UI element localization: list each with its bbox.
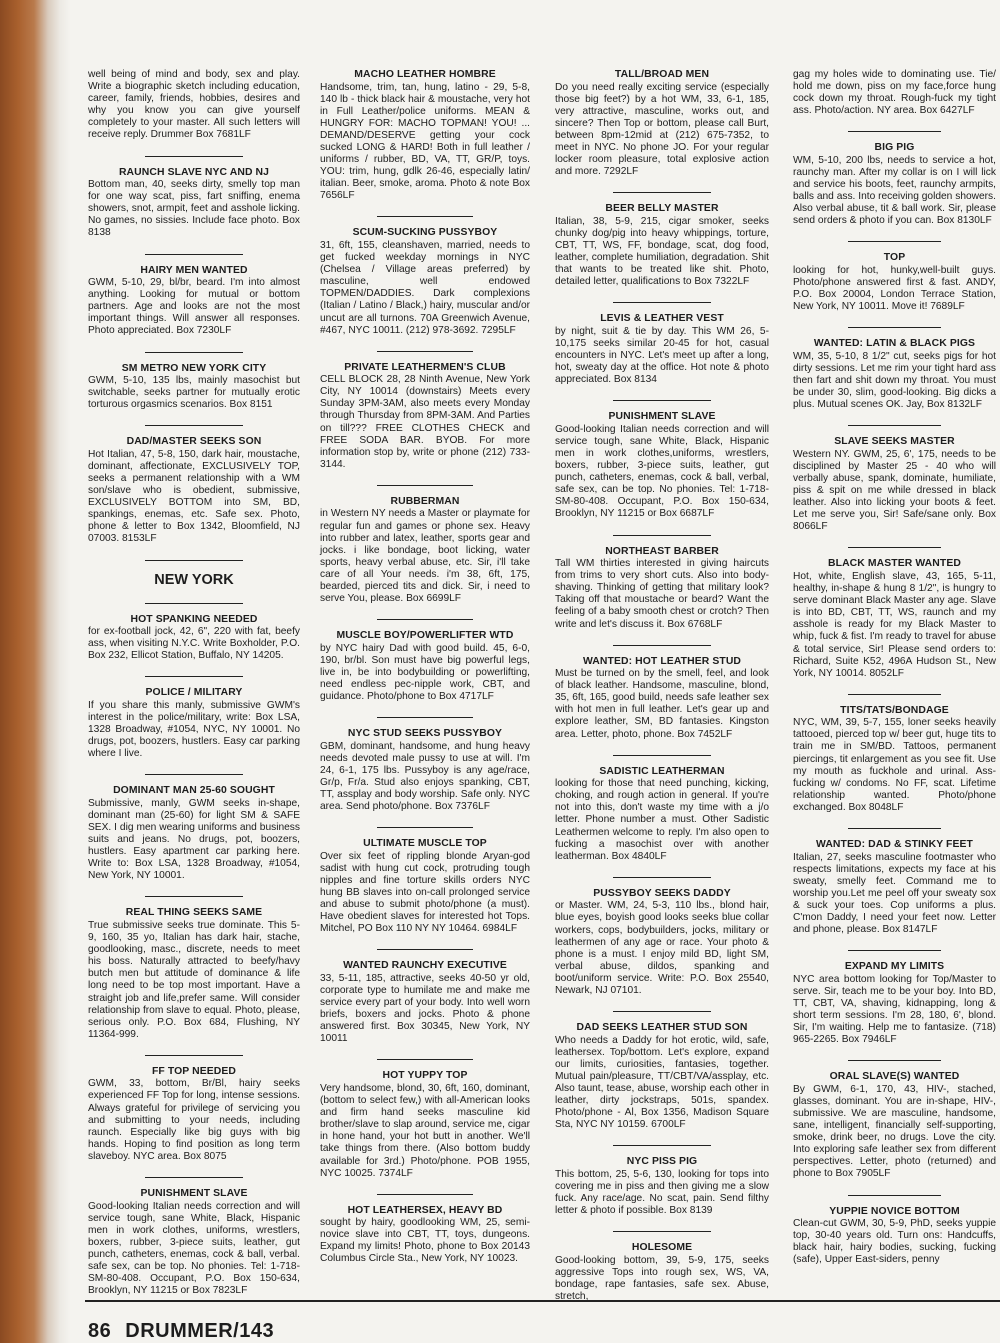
classified-ad — [88, 614, 300, 663]
ad-heading: WANTED: LATIN & BLACK PIGS — [813, 338, 976, 350]
ad-heading: SCUM-SUCKING PUSSYBOY — [352, 227, 498, 239]
ad-heading: HAIRY MEN WANTED — [140, 264, 248, 276]
ad-body: This bottom, 25, 5-6, 130, looking for tops into covering me in piss and then giving me a slow fuck. Any race/age. No scat, pain. Send filthy letter & photo if possible. Box 8139 — [555, 1168, 769, 1217]
ad-body: Bottom man, 40, seeks dirty, smelly top man for one way scat, piss, fart sniffing, enema showers, snot, armpit, feet and asshole licking. No games, no sissies. Include face photo. Box 8138 — [88, 179, 300, 239]
ad-divider — [377, 216, 474, 217]
ad-divider — [848, 547, 941, 548]
classified-ad — [555, 203, 769, 288]
ad-divider — [145, 774, 243, 775]
ad-divider — [613, 755, 711, 756]
ad-body: GWM, 5-10, 29, bl/br, beard. I'm into almost anything. Looking for mutual or bottom partners. Age and looks are not the most important things. Will answer all responses. Photo appreciated. Box 7230LF — [88, 277, 300, 337]
ad-heading: TOP — [883, 252, 906, 264]
ad-heading: MACHO LEATHER HOMBRE — [354, 69, 496, 80]
ad-divider — [848, 327, 941, 328]
classified-ad — [88, 687, 300, 760]
classified-ad — [555, 411, 769, 520]
ad-divider — [145, 560, 243, 561]
ad-divider — [613, 192, 711, 193]
ad-divider — [613, 400, 711, 401]
ad-heading: HOT YUPPY TOP — [382, 1070, 468, 1082]
ad-divider — [145, 352, 243, 353]
ad-body: NYC area bottom looking for Top/Master to serve. Sir, teach me to be your boy. Into BD, TT, CBT, VA, shaving, kidnapping, long & short term sessions. I'm 28, 180, 6', blond. Sir, I'm waiting. Help me to fantasize. (718) 965-2265. Box 7946LF — [793, 973, 996, 1046]
ad-body: 31, 6ft, 155, cleanshaven, married, needs to get fucked weekday mornings in NYC (Chelsea / Village areas preferred) by masculine, well endowed TOPMEN/DADDIES. Dark complexions (Italian / Latino / Black,) hairy, muscular and/or uncut are all turnons. 70A Greenwich Avenue, #467, NYC 10011. (212) 978-3692. 7295LF — [320, 239, 530, 336]
ad-divider — [848, 694, 941, 695]
ad-heading: WANTED: DAD & STINKY FEET — [815, 839, 973, 851]
page-binding-edge — [0, 0, 70, 1343]
ad-body: looking for hot, hunky,well-built guys. Photo/phone answered first & fast. ANDY, P.O. Box 20004, London Terrace Station, New York, NY 10011. Move it! 7689LF — [793, 264, 996, 313]
ad-heading: NORTHEAST BARBER — [605, 545, 719, 557]
ad-body: GWM, 5-10, 135 lbs, mainly masochist but switchable, seeks partner for mutually erotic torturous orgasmics scenarios. Box 8151 — [88, 375, 300, 411]
classified-ad — [88, 265, 300, 338]
classified-ad — [793, 839, 996, 936]
classified-ad — [88, 167, 300, 240]
ad-heading: TITS/TATS/BONDAGE — [840, 704, 949, 716]
ad-body: CELL BLOCK 28, 28 Ninth Avenue, New York City, NY 10014 (downstairs) Meets every Sunday 3PM-3AM, also meets every Monday through Thursday from 8PM-3AM. And Parties on till??? FREE CLOTHES CHECK and FREE SODA BAR. BYOB. For more information stop by, write or phone (212) 733-3144. — [320, 374, 530, 470]
ad-heading: ORAL SLAVE(S) WANTED — [829, 1071, 960, 1083]
ad-divider — [145, 425, 243, 426]
ad-body: WM, 35, 5-10, 8 1/2" cut, seeks pigs for hot dirty sessions. Let me rim your tight hard ass then fart and shit down my throat. You must be under 30, slim, good-looking. Big dicks a plus. Mutual scenes OK. Jay, Box 8132LF — [793, 350, 996, 411]
ad-heading: FF TOP NEEDED — [151, 1065, 237, 1077]
classified-ad — [88, 69, 300, 142]
ad-body: or Master. WM, 24, 5-3, 110 lbs., blond hair, blue eyes, boyish good looks seeks blue collar workers, cops, bodybuilders, jocks, military or leathermen of any age or race. Your photo & phone is a must. I enjoy mild BD, light SM, verbal abuse, dildos, spanking and boot/uniform service. Write: P.O. Box 25540, Newark, NJ 07101. — [555, 900, 769, 996]
classified-ad — [88, 785, 300, 882]
ad-body: Do you need really exciting service (especially those big feet?) by a hot WM, 33, 6-1, 185, very attractive, masculine, works out, and sincere? Then Top or bottom, please call Burt, between 8pm-12mid at (212) 675-7352, to meet in NYC. No phone JO. For your regular locker room pleasure, total explosive action and more. 7292LF — [555, 81, 769, 178]
ad-body: Submissive, manly, GWM seeks in-shape, dominant man (25-60) for light SM & SAFE SEX. I dig men wearing uniforms and business suits and jeans. No drugs, pot, boozers, hustlers. Easy apartment car parking here. Write to: Box LSA, 1328 Broadway, #1054, New York, NY 10001. — [88, 797, 300, 882]
column-3 — [555, 69, 769, 1303]
ad-divider — [613, 1145, 711, 1146]
ad-body: in Western NY needs a Master or playmate for regular fun and games or phone sex. Heavy into rubber and latex, leather, sports gear and jocks. i like bondage, boot licking, water sports, heavy verbal abuse, etc. Sir, i'll take care of all Your needs. i'm 38, 6ft, 175, bearded, pierced tits and dick. Sir, i need to serve You, please. Box 6699LF — [320, 508, 530, 605]
ad-body: Hot, white, English slave, 43, 165, 5-11, healthy, in-shape & hung 8 1/2", is hungry to serve dominant Black Master any age. Slave is into BD, CBT, TT, WS, raunch and my asshole is ready for my Black Master to whip, fuck & fist. I'm ready to travel for abuse & total service, Sir! Please send orders to: Richard, Suite K52, 496A Hudson St., New York, NY 10014. 8052LF — [793, 570, 996, 679]
ad-divider — [145, 896, 243, 897]
column-1 — [88, 69, 300, 1297]
ad-heading: SM METRO NEW YORK CITY — [121, 362, 267, 374]
classified-ad — [555, 1242, 769, 1303]
classified-ad — [793, 338, 996, 411]
ad-divider — [377, 351, 474, 352]
classified-ad — [88, 363, 300, 412]
ad-body: Must be turned on by the smell, feel, and look of black leather. Handsome, masculine, blond, 35, 6ft, 165, good build, needs safe leather sex with hot men in full leather. Let's gear up and explore leather, SM, BD fantasies. Kingston area. Letter, photo, phone. Box 7452LF — [555, 668, 769, 740]
ad-heading: NYC STUD SEEKS PUSSYBOY — [347, 728, 503, 740]
ad-heading: PUSSYBOY SEEKS DADDY — [593, 887, 731, 899]
ad-heading: LEVIS & LEATHER VEST — [600, 313, 724, 325]
ad-heading: EXPAND MY LIMITS — [844, 961, 945, 973]
ad-divider — [377, 827, 474, 828]
classified-ad — [793, 705, 996, 814]
ad-body: Hot Italian, 47, 5-8, 150, dark hair, moustache, dominant, affectionate, EXCLUSIVELY TOP, seeks a permanent relationship with a WM son/slave who is obedient, submissive, EXCLUSIVELY BOTTOM into SM, BD, spankings, enemas, etc. Safe sex. Photo, phone & letter to Box 1342, Bloomfield, NJ 07003. 8153LF — [88, 448, 300, 545]
classified-ad — [320, 496, 530, 605]
ad-heading: DOMINANT MAN 25-60 SOUGHT — [113, 785, 275, 797]
ad-body: GWM, 33, bottom, Br/Bl, hairy seeks experienced FF Top for long, intense sessions. Always grateful for privilege of servicing you and submitting to your needs, including raunch. Especially like big guys with big hands. Hoping to find position as long term slaveboy. NYC area. Box 8075 — [88, 1078, 300, 1162]
classified-ad — [88, 436, 300, 545]
ad-heading: HOT LEATHERSEX, HEAVY BD — [347, 1204, 503, 1216]
ad-divider — [848, 241, 941, 242]
classified-ad — [555, 1156, 769, 1217]
classified-ad — [320, 838, 530, 935]
ad-body: Very handsome, blond, 30, 6ft, 160, dominant, (bottom to select few,) with all-American looks and firm hand seeks masculine kid brother/slave to slap around, service me, cigar in hone hand, your hot butt in another. We'll take things from there. (Also bottom buddy available for 3rd.) Photo/phone. POB 1955, NYC 10025. 7374LF — [320, 1082, 530, 1179]
classified-ad — [793, 69, 996, 117]
classified-ad — [320, 1070, 530, 1179]
ad-heading: BEER BELLY MASTER — [605, 203, 719, 215]
classified-ad — [555, 1022, 769, 1131]
footer-rule — [85, 1300, 1000, 1302]
ad-divider — [145, 1055, 243, 1056]
ad-heading: REAL THING SEEKS SAME — [125, 907, 263, 919]
ad-body: True submissive seeks true dominate. This 5-9, 160, 35 yo, Italian has dark hair, stache, goodlooking, masc., discrete, needs to meet his boss. Naturally attracted to beefy/havy butch men but attitude of dominance & life long need to be top most important. Have a straight job and life,prefer same. Will consider relationship from slave to equal. Photo, please, serious only. P.O. Box 684, Flushing, NY 11364-999. — [88, 919, 300, 1040]
ad-heading: DAD SEEKS LEATHER STUD SON — [576, 1022, 748, 1034]
ad-heading: SADISTIC LEATHERMAN — [599, 765, 725, 777]
ad-divider — [848, 828, 941, 829]
ad-body: sought by hairy, goodlooking WM, 25, semi-novice slave into CBT, TT, toys, dungeons. Expand my limits! Photo, phone to Box 20143 Columbus Circle Sta., New York, NY 10023. — [320, 1217, 530, 1265]
ad-heading: HOT SPANKING NEEDED — [130, 613, 258, 625]
ad-body: 33, 5-11, 185, attractive, seeks 40-50 yr old, corporate type to humilate me and make me service every part of your body. Into well worn briefs, boxers and jocks. Photo & phone answered first. Box 30345, New York, NY 10011 — [320, 972, 530, 1045]
ad-divider — [377, 619, 474, 620]
ad-divider — [613, 535, 711, 536]
ad-body: Italian, 27, seeks masculine footmaster who respects limitations, expects my face at his sweaty, smelly feet. Command me to worship you.Let me peel off your sweaty sox & suck your toes. Cop uniforms a plus. C'mon Daddy, I need your feet now. Letter and phone, please. Box 8147LF — [793, 851, 996, 936]
classified-ad — [555, 313, 769, 386]
ad-body: Italian, 38, 5-9, 215, cigar smoker, seeks chunky dog/pig into heavy whippings, torture, CBT, TT, WS, FF, bondage, scat, dog food, leather, complete humiliation, degradation. Shit that wants to be treated like shit. Photo, detailed letter, qualifications to Box 7322LF — [555, 215, 769, 288]
ad-divider — [613, 645, 711, 646]
ad-divider — [613, 1231, 711, 1232]
classified-ad — [320, 69, 530, 202]
ad-body: GBM, dominant, handsome, and hung heavy needs devoted male pussy to use at will. I'm 24, 6-1, 175 lbs. Pussyboy is any age/race, Gr/p, Fr/a. Stud also enjoys spanking, CBT, TT, assplay and body worship. Safe only. NYC area. Send photo/phone. Box 7376LF — [320, 740, 530, 813]
ad-body: Over six feet of rippling blonde Aryan-god sadist with hung cut cock, protruding tough nipples and fine torture skills orders NYC hung BB slaves into on-call prolonged service and abuse to submit photo/phone (a must). Have obedient slaves for interested hot Tops. Mitchel, PO Box 110 NY NY 10464. 6984LF — [320, 850, 530, 935]
page-number: 86 — [88, 1320, 112, 1342]
classified-ad — [793, 558, 996, 679]
ad-heading: RUBBERMAN — [390, 495, 460, 507]
column-2 — [320, 69, 530, 1266]
classified-ad — [320, 728, 530, 813]
ad-divider — [848, 950, 941, 951]
classified-ad — [88, 1066, 300, 1163]
ad-body: Western NY. GWM, 25, 6', 175, needs to be disciplined by Master 25 - 40 who will verbally abuse, spank, dominate, humiliate, piss & spit on me while dressed in black leather. Also into licking your boots & feet. Let me serve you, Sir! Safe/sane only. Box 8066LF — [793, 448, 996, 533]
ad-divider — [848, 1195, 941, 1196]
ad-body: If you share this manly, submissive GWM's interest in the police/military, write: Box LSA, 1328 Broadway, #1054, NYC, NY 10001. No drugs, pot, boozers, hustlers. Easy car parking where I live. — [88, 699, 300, 760]
classified-ad — [320, 227, 530, 336]
ad-heading: RAUNCH SLAVE NYC AND NJ — [118, 166, 270, 178]
classified-ad — [555, 766, 769, 863]
classified-ad — [555, 69, 769, 178]
ad-heading: NYC PISS PIG — [626, 1156, 698, 1168]
ad-body: looking for those that need punching, kicking, choking, and rough action in general. If you're not into this, don't waste my time with a j/o letter. Phone number a must. Other Sadistic Leathermen welcome to reply. I'm also open to fucking a masochist over with another leatherman. Box 4840LF — [555, 778, 769, 862]
ad-divider — [145, 603, 243, 604]
classified-ad — [793, 436, 996, 533]
ad-heading: DAD/MASTER SEEKS SON — [126, 436, 262, 448]
ad-body: for ex-football jock, 42, 6", 220 with fat, beefy ass, when visiting N.Y.C. Write Boxholder, P.O. Box 232, Ellicot Station, Buffalo, NY 14205. — [88, 626, 300, 662]
classified-ad — [88, 1188, 300, 1297]
ad-heading: MUSCLE BOY/POWERLIFTER WTD — [336, 630, 514, 642]
ad-body: NYC, WM, 39, 5-7, 155, loner seeks heavily tattooed, pierced top w/ beer gut, huge tits to train me in SM/BD. Tattoos, permanent piercings, tit enlargement as you see fit. Use my mouth as fuckhole and urinal. Ass-fucking w/ condoms. No FF, scat. Lifetime relationship wanted. Photo/phone exchanged. Box 8048LF — [793, 717, 996, 813]
classified-ad — [793, 961, 996, 1046]
ad-body: Good-looking bottom, 39, 5-9, 175, seeks aggressive Tops into rough sex, WS, VA, bondage, rape fantasies, safe sex. Abuse, stretch, — [555, 1254, 769, 1302]
page-footer — [88, 1320, 288, 1343]
ad-body: gag my holes wide to dominating use. Tie/ hold me down, piss on my face,force hung cock down my throat. Rough-fuck my tight ass. Photo/action. NY area. Box 6427LF — [793, 69, 996, 117]
ad-body: Tall WM thirties interested in giving haircuts from trims to very short cuts. Also into body-shaving. Thinking of getting that military look? Taking off that moustache or beard? Want the feeling of a baby smooth chest or crotch? Then write and let's discuss it. Box 6768LF — [555, 558, 769, 630]
classified-ad — [555, 546, 769, 631]
ad-divider — [145, 156, 243, 157]
classified-ad — [88, 907, 300, 1040]
ad-body: WM, 5-10, 200 lbs, needs to service a hot, raunchy man. After my collar is on I will lick and service his boots, feet, raunchy armpits, balls and ass. Into receiving golden showers. Also verbal abuse, tit & ball work. Sir, please send orders & photo if you can. Box 8130LF — [793, 154, 996, 227]
ad-divider — [377, 1194, 474, 1195]
classified-ad — [320, 630, 530, 703]
ad-divider — [377, 485, 474, 486]
ad-heading: BIG PIG — [874, 142, 915, 154]
column-4 — [793, 69, 996, 1266]
ad-divider — [613, 302, 711, 303]
ad-heading: PUNISHMENT SLAVE — [140, 1188, 248, 1200]
ad-divider — [848, 425, 941, 426]
magazine-issue: DRUMMER/143 — [125, 1320, 275, 1342]
ad-heading: YUPPIE NOVICE BOTTOM — [829, 1205, 960, 1217]
ad-divider — [145, 1177, 243, 1178]
ad-heading: TALL/BROAD MEN — [614, 69, 710, 80]
ad-body: Who needs a Daddy for hot erotic, wild, safe, leathersex. Top/bottom. Let's explore, expand our limits, curiosities, fantasies, together. Mutual pain/pleasure, TT/CBT/VA/assplay, etc. Also taunt, tease, abuse, worship each other in leather, dirty jockstraps, 501s, spandex. Photo/phone - Al, Box 1356, Madison Square Sta, NYC NY 10159. 6700LF — [555, 1034, 769, 1131]
ad-heading: PRIVATE LEATHERMEN'S CLUB — [344, 361, 506, 373]
classified-ad — [555, 656, 769, 741]
ad-body: Clean-cut GWM, 30, 5-9, PhD, seeks yuppie top, 30-40 years old. Turn ons: Handcuffs, black hair, hairy bodies, sucking, fucking (safe), Upper East-siders, penny — [793, 1218, 996, 1266]
ad-divider — [848, 1060, 941, 1061]
ad-divider — [848, 131, 941, 132]
ad-heading: WANTED RAUNCHY EXECUTIVE — [343, 960, 507, 972]
classified-ad — [555, 888, 769, 997]
classified-ad — [320, 362, 530, 471]
ad-heading: SLAVE SEEKS MASTER — [834, 436, 955, 448]
ad-body: Good-looking Italian needs correction and will service tough, sane White, Black, Hispanic men in work clothes,uniforms, wrestlers, boxers, rubber, 3-piece suits, leather, gut punch, catheters, enemas, cock & ball, verbal, safe sex, can be top. No phonies. Tel: 1-718-SM-80-408. Occupant, P.O. Box 150-634, Brooklyn, NY 11215 or Box 6687LF — [555, 423, 769, 520]
ad-divider — [377, 1059, 474, 1060]
classified-ad — [793, 1206, 996, 1267]
ad-heading: PUNISHMENT SLAVE — [608, 411, 716, 423]
classified-ad — [793, 142, 996, 227]
classified-ad — [320, 1205, 530, 1266]
section-heading: NEW YORK — [154, 571, 234, 588]
ad-heading: BLACK MASTER WANTED — [828, 558, 961, 570]
ad-body: by night, suit & tie by day. This WM 26, 5-10,175 seeks similar 20-45 for hot, casual encounters in NYC. Let's meet up after a long, hot, sweaty day at the office. Hot note & photo appreciated. Box 8134 — [555, 325, 769, 386]
ad-body: well being of mind and body, sex and play. Write a biographic sketch including education, career, family, friends, hobbies, desires and why you know you can give yourself completely to your master. All such letters will receive reply. Drummer Box 7681LF — [88, 69, 300, 141]
classified-ad — [793, 252, 996, 313]
ad-body: Good-looking Italian needs correction and will service tough, sane White, Black, Hispanic men in work clothes, uniforms, wrestlers, boxers, rubber, 3-piece suits, leather, gut punch, catheters, enemas, cock & ball, verbal. safe sex, can be top. No phonies. Tel: 1-718-SM-80-408. Occupant, P.O. Box 150-634, Brooklyn, NY 11215 or Box 7823LF — [88, 1200, 300, 1297]
ad-heading: HOLESOME — [631, 1242, 693, 1254]
ad-body: By GWM, 6-1, 170, 43, HIV-, stached, glasses, dominant. You are in-shape, HIV-, submissive. We are masculine, handsome, sane, intelligent, financially self-supporting, smoke, drink beer, no drugs. Love the city. Into exploring safe leather sex from different perspectives. Letter, photo (returned) and phone to Box 7905LF — [793, 1083, 996, 1180]
ad-body: by NYC hairy Dad with good build. 45, 6-0, 190, br/bl. Son must have big powerful legs, live in, be into bodybuilding or powerlifting, need endless pec-nipple work, CBT, and guidance. Photo/phone to Box 4717LF — [320, 642, 530, 703]
ad-divider — [145, 254, 243, 255]
ad-divider — [613, 1011, 711, 1012]
ad-heading: ULTIMATE MUSCLE TOP — [363, 838, 487, 850]
ad-heading: POLICE / MILITARY — [145, 687, 243, 699]
classified-ad — [793, 1071, 996, 1180]
classified-ad — [320, 960, 530, 1045]
ad-body: Handsome, trim, tan, hung, latino - 29, 5-8, 140 lb - thick black hair & moustache, very hot in Full Leather/police uniforms. MEAN & HUNGRY FOR: MACHO TOPMAN! YOU! ... DEMAND/DESERVE getting your cock sucked LONG & HARD! Both in full leather / uniforms / rubber, BD, VA, TT, GR/P, toys. YOU: trim, hung, gdlk 26-46, especially latin/ italian. Beer, smoke, aroma. Photo & note Box 7656LF — [320, 81, 530, 202]
ad-divider — [377, 717, 474, 718]
ad-divider — [377, 949, 474, 950]
ad-divider — [145, 676, 243, 677]
ad-divider — [613, 877, 711, 878]
ad-heading: WANTED: HOT LEATHER STUD — [582, 655, 742, 667]
